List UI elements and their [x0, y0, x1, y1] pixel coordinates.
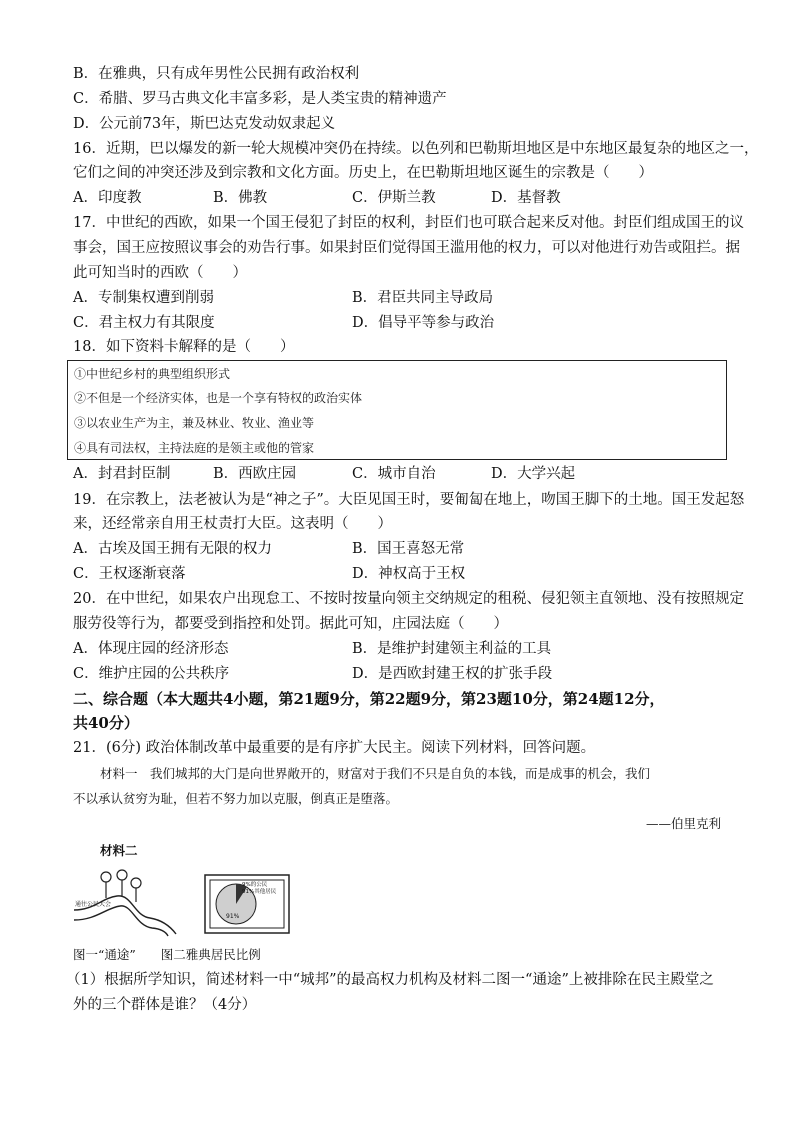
option-d-prev: D．公元前73年，斯巴达克发动奴隶起义	[73, 116, 336, 132]
figure-population-ratio	[204, 874, 290, 934]
q19-option-a: A．古埃及国王拥有无限的权力	[73, 541, 272, 557]
q19-option-c: C．王权逐渐衰落	[73, 566, 186, 582]
q21-sub1-line2: 外的三个群体是谁？（4分）	[73, 997, 257, 1013]
q20-option-d: D．是西欧封建王权的扩张手段	[352, 666, 553, 682]
q16-option-a: A．印度教	[73, 190, 142, 206]
q21-stem: 21．(6分) 政治体制改革中最重要的是有序扩大民主。阅读下列材料，回答问题。	[73, 740, 596, 756]
section-heading-line2: 共40分）	[73, 714, 139, 732]
material1-line2: 不以承认贫穷为耻，但若不努力加以克服，倒真正是堕落。	[73, 791, 399, 806]
q16-option-c: C．伊斯兰教	[352, 190, 436, 206]
q18-stem: 18．如下资料卡解释的是（ ）	[73, 339, 295, 355]
figure-path-to-assembly	[72, 868, 180, 938]
q20-stem-line1: 20．在中世纪，如果农户出现怠工、不按时按量向领主交纳规定的租税、侵犯领主直领地、没有按照规定	[73, 591, 744, 607]
q20-option-b: B．是维护封建领主利益的工具	[352, 641, 552, 657]
card-item-4: ④具有司法权，主持法庭的是领主或他的管家	[74, 441, 315, 455]
q21-sub1-line1: （1）根据所学知识，简述材料一中“城邦”的最高权力机构及材料二图一“通途”上被排除在民主殿堂之	[66, 972, 714, 988]
card-item-3: ③以农业生产为主，兼及林业、牧业、渔业等	[74, 416, 315, 430]
section-heading-line1: 二、综合题（本大题共4小题，第21题9分，第22题9分，第23题10分，第24题12分，	[73, 690, 665, 708]
ratio-illustration	[204, 874, 290, 934]
q17-option-d: D．倡导平等参与政治	[352, 315, 495, 331]
figure-caption: 图一“通途” 图二雅典居民比例	[73, 947, 261, 962]
q18-option-d: D．大学兴起	[491, 466, 576, 482]
q19-stem-line1: 19．在宗教上，法老被认为是“神之子”。大臣见国王时，要匍匐在地上，吻国王脚下的土地。国王发起怒	[73, 492, 745, 508]
q17-stem-line3: 此可知当时的西欧（ ）	[73, 265, 247, 281]
q18-option-a: A．封君封臣制	[73, 466, 171, 482]
path-illustration	[72, 868, 180, 938]
option-b-prev: B．在雅典，只有成年男性公民拥有政治权利	[73, 66, 360, 82]
card-item-1: ①中世纪乡村的典型组织形式	[74, 367, 231, 381]
figure1-label: 通往公民大会	[75, 901, 112, 908]
figure2-label-citizens: 9%的公民	[242, 882, 268, 888]
q16-option-b: B．佛教	[213, 190, 268, 206]
q17-option-a: A．专制集权遭到削弱	[73, 290, 214, 306]
q18-info-card	[67, 360, 727, 460]
q17-option-b: B．君臣共同主导政局	[352, 290, 494, 306]
option-c-prev: C．希腊、罗马古典文化丰富多彩，是人类宝贵的精神遗产	[73, 91, 447, 107]
q17-stem-line1: 17．中世纪的西欧，如果一个国王侵犯了封臣的权利，封臣们也可联合起来反对他。封臣们组成国王的议	[73, 215, 744, 231]
q19-option-b: B．国王喜怒无常	[352, 541, 465, 557]
material1-line1: 材料一 我们城邦的大门是向世界敞开的，财富对于我们不只是自负的本钱，而是成事的机会，我们	[100, 766, 651, 781]
q20-option-c: C．维护庄园的公共秩序	[73, 666, 230, 682]
q17-option-c: C．君主权力有其限度	[73, 315, 215, 331]
figure2-percent: 91%	[226, 913, 240, 920]
q19-stem-line2: 来，还经常亲自用王杖责打大臣。这表明（ ）	[73, 516, 392, 532]
material1-source: ——伯里克利	[645, 816, 721, 831]
q20-stem-line2: 服劳役等行为，都要受到指控和处罚。据此可知，庄园法庭（ ）	[73, 616, 508, 632]
card-item-2: ②不但是一个经济实体，也是一个享有特权的政治实体	[74, 391, 363, 405]
q18-option-b: B．西欧庄园	[213, 466, 297, 482]
q16-option-d: D．基督教	[491, 190, 561, 206]
q20-option-a: A．体现庄园的经济形态	[73, 641, 229, 657]
q19-option-d: D．神权高于王权	[352, 566, 466, 582]
figure2-label-others: 91%其他居民	[242, 889, 277, 895]
q18-option-c: C．城市自治	[352, 466, 436, 482]
q16-stem-line2: 它们之间的冲突还涉及到宗教和文化方面。历史上，在巴勒斯坦地区诞生的宗教是（ ）	[73, 165, 653, 181]
q17-stem-line2: 事会，国王应按照议事会的劝告行事。如果封臣们觉得国王滥用他的权力，可以对他进行劝告或阻拦。据	[73, 240, 740, 256]
q16-stem-line1: 16．近期，巴以爆发的新一轮大规模冲突仍在持续。以色列和巴勒斯坦地区是中东地区最复杂的地区之一，	[73, 141, 759, 157]
material2-title: 材料二	[100, 843, 138, 858]
